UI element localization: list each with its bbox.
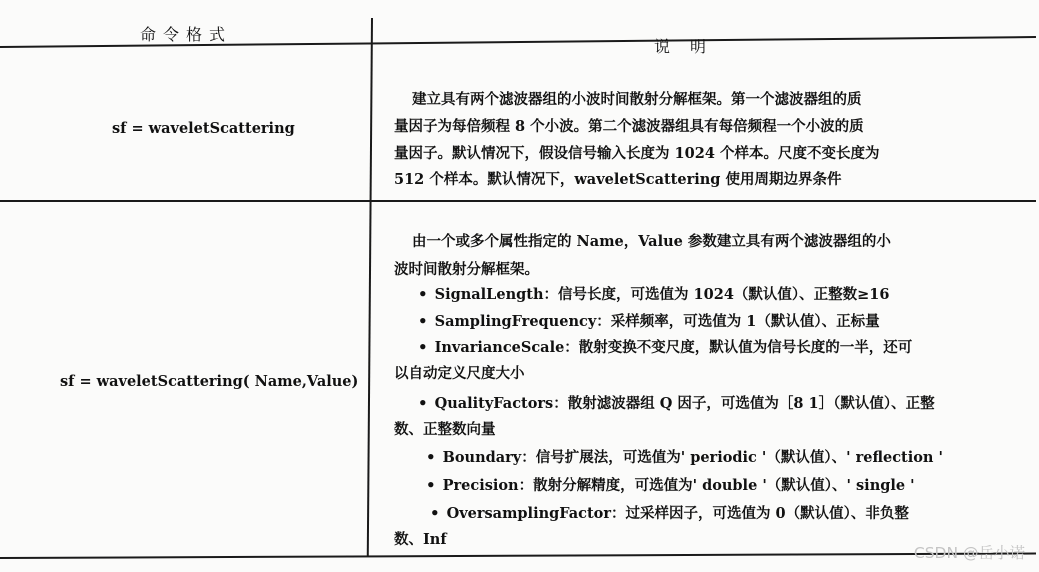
description-line: 量因子为每倍频程 8 个小波。第二个滤波器组具有每倍频程一个小波的质: [394, 118, 864, 135]
watermark: CSDN @岳小诺: [913, 544, 1025, 562]
description-line: 数、正整数向量: [394, 421, 496, 438]
header-description: 说明: [654, 37, 727, 56]
bullet-item: • SignalLength：信号长度，可选值为 1024（默认值）、正整数≥16: [418, 283, 889, 304]
bullet-item: • Precision：散射分解精度，可选值为' double '（默认值）、' single ': [426, 474, 915, 495]
table-column-divider: [367, 18, 373, 556]
command-cell: sf = waveletScattering: [112, 120, 295, 137]
description-line: 由一个或多个属性指定的 Name，Value 参数建立具有两个滤波器组的小: [412, 233, 891, 250]
bullet-item: • SamplingFrequency：采样频率，可选值为 1（默认值）、正标量: [418, 310, 880, 331]
description-line: 量因子。默认情况下，假设信号输入长度为 1024 个样本。尺度不变长度为: [394, 145, 880, 162]
description-line: 建立具有两个滤波器组的小波时间散射分解框架。第一个滤波器组的质: [412, 91, 862, 108]
table-bottom-rule: [0, 552, 1036, 559]
header-command-format: 命令格式: [140, 25, 233, 44]
description-line: 波时间散射分解框架。: [394, 261, 539, 278]
description-line: 512 个样本。默认情况下，waveletScattering 使用周期边界条件: [394, 171, 842, 188]
description-line: 以自动定义尺度大小: [394, 365, 525, 382]
description-line: 数、Inf: [394, 531, 447, 548]
bullet-item: • QualityFactors：散射滤波器组 Q 因子，可选值为［8 1］（默认值）、正整: [418, 392, 935, 413]
bullet-item: • InvarianceScale：散射变换不变尺度，默认值为信号长度的一半，还可: [418, 336, 912, 357]
bullet-item: • Boundary：信号扩展法，可选值为' periodic '（默认值）、' reflection ': [426, 446, 943, 467]
command-cell: sf = waveletScattering( Name,Value): [60, 373, 359, 390]
table-row-divider: [0, 200, 1036, 202]
bullet-item: • OversamplingFactor：过采样因子，可选值为 0（默认值）、非负整: [430, 502, 909, 523]
